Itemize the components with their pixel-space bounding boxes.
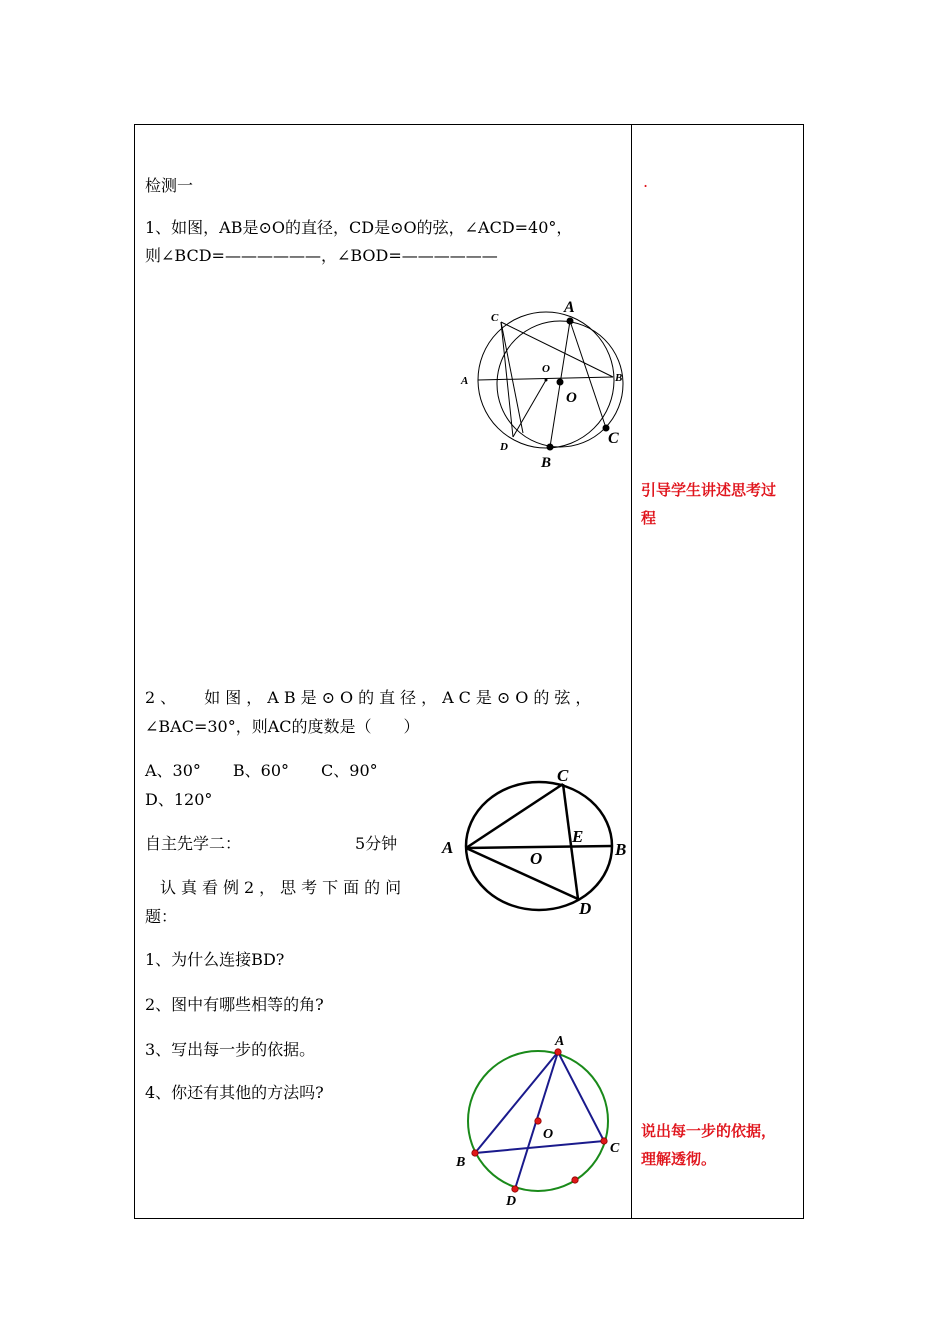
fig1-label-o-big: O [566, 390, 577, 406]
fig2-label-b: B [615, 840, 627, 859]
list-item: 3、写出每一步的依据。 [145, 1040, 316, 1059]
teacher-note-2-line2: 理解透彻。 [641, 1150, 717, 1168]
note-dot: . [643, 172, 649, 191]
fig2-label-o: O [530, 849, 543, 868]
fig2-label-c: C [557, 766, 569, 785]
q1-line1: 1、如图，AB是⊙O的直径，CD是⊙O的弦，∠ACD=40°， [145, 218, 573, 237]
self-study-time: 5分钟 [355, 834, 398, 853]
fig3-label-c: C [610, 1141, 620, 1156]
fig3-label-d: D [506, 1194, 517, 1209]
figure-1 [455, 290, 635, 480]
fig1-label-d-small: D [500, 441, 508, 453]
fig1-label-c-small: C [491, 312, 499, 324]
self-study-intro-line2: 题： [145, 907, 178, 926]
fig3-label-o: O [543, 1127, 554, 1142]
q2-options-line1: A、30° B、60° C、90° [145, 761, 378, 780]
q1-line2: 则∠BCD=——————，∠BOD=—————— [145, 246, 498, 265]
fig1-label-b-small: B [615, 372, 623, 384]
list-item: 1、为什么连接BD? [145, 950, 285, 969]
teacher-note-2 [641, 1117, 776, 1173]
q2-options-line2: D、120° [145, 790, 213, 809]
list-item: 2、图中有哪些相等的角? [145, 995, 324, 1014]
fig1-label-a-big: A [564, 299, 575, 316]
teacher-note-1 [641, 476, 776, 532]
fig2-label-e: E [572, 827, 584, 846]
teacher-note-1-line2: 程 [641, 509, 657, 527]
fig3-label-b: B [456, 1155, 466, 1170]
fig2-label-a: A [442, 838, 454, 857]
fig1-label-c-big: C [608, 430, 619, 447]
fig1-label-o-small: O [542, 363, 550, 375]
section-title: 检测一 [145, 176, 194, 195]
list-item: 4、你还有其他的方法吗? [145, 1083, 324, 1102]
self-study-heading: 自主先学二： [145, 834, 242, 853]
self-study-intro-line1: 认真看例2，思考下面的问 [160, 878, 407, 897]
teacher-note-1-line1: 引导学生讲述思考过 [641, 481, 777, 499]
fig1-label-b-big: B [541, 455, 552, 471]
fig1-label-a-small: A [461, 375, 469, 387]
q2-line1: 2、 如图，AB是⊙O的直径，AC是⊙O的弦， [145, 688, 597, 707]
figure-3 [450, 1028, 635, 1213]
fig3-label-a: A [555, 1034, 565, 1049]
q2-line2: ∠BAC=30°，则AC的度数是（ ） [145, 717, 420, 736]
fig2-label-d: D [579, 899, 592, 918]
figure-2 [440, 765, 635, 920]
teacher-note-2-line1: 说出每一步的依据， [641, 1122, 777, 1140]
